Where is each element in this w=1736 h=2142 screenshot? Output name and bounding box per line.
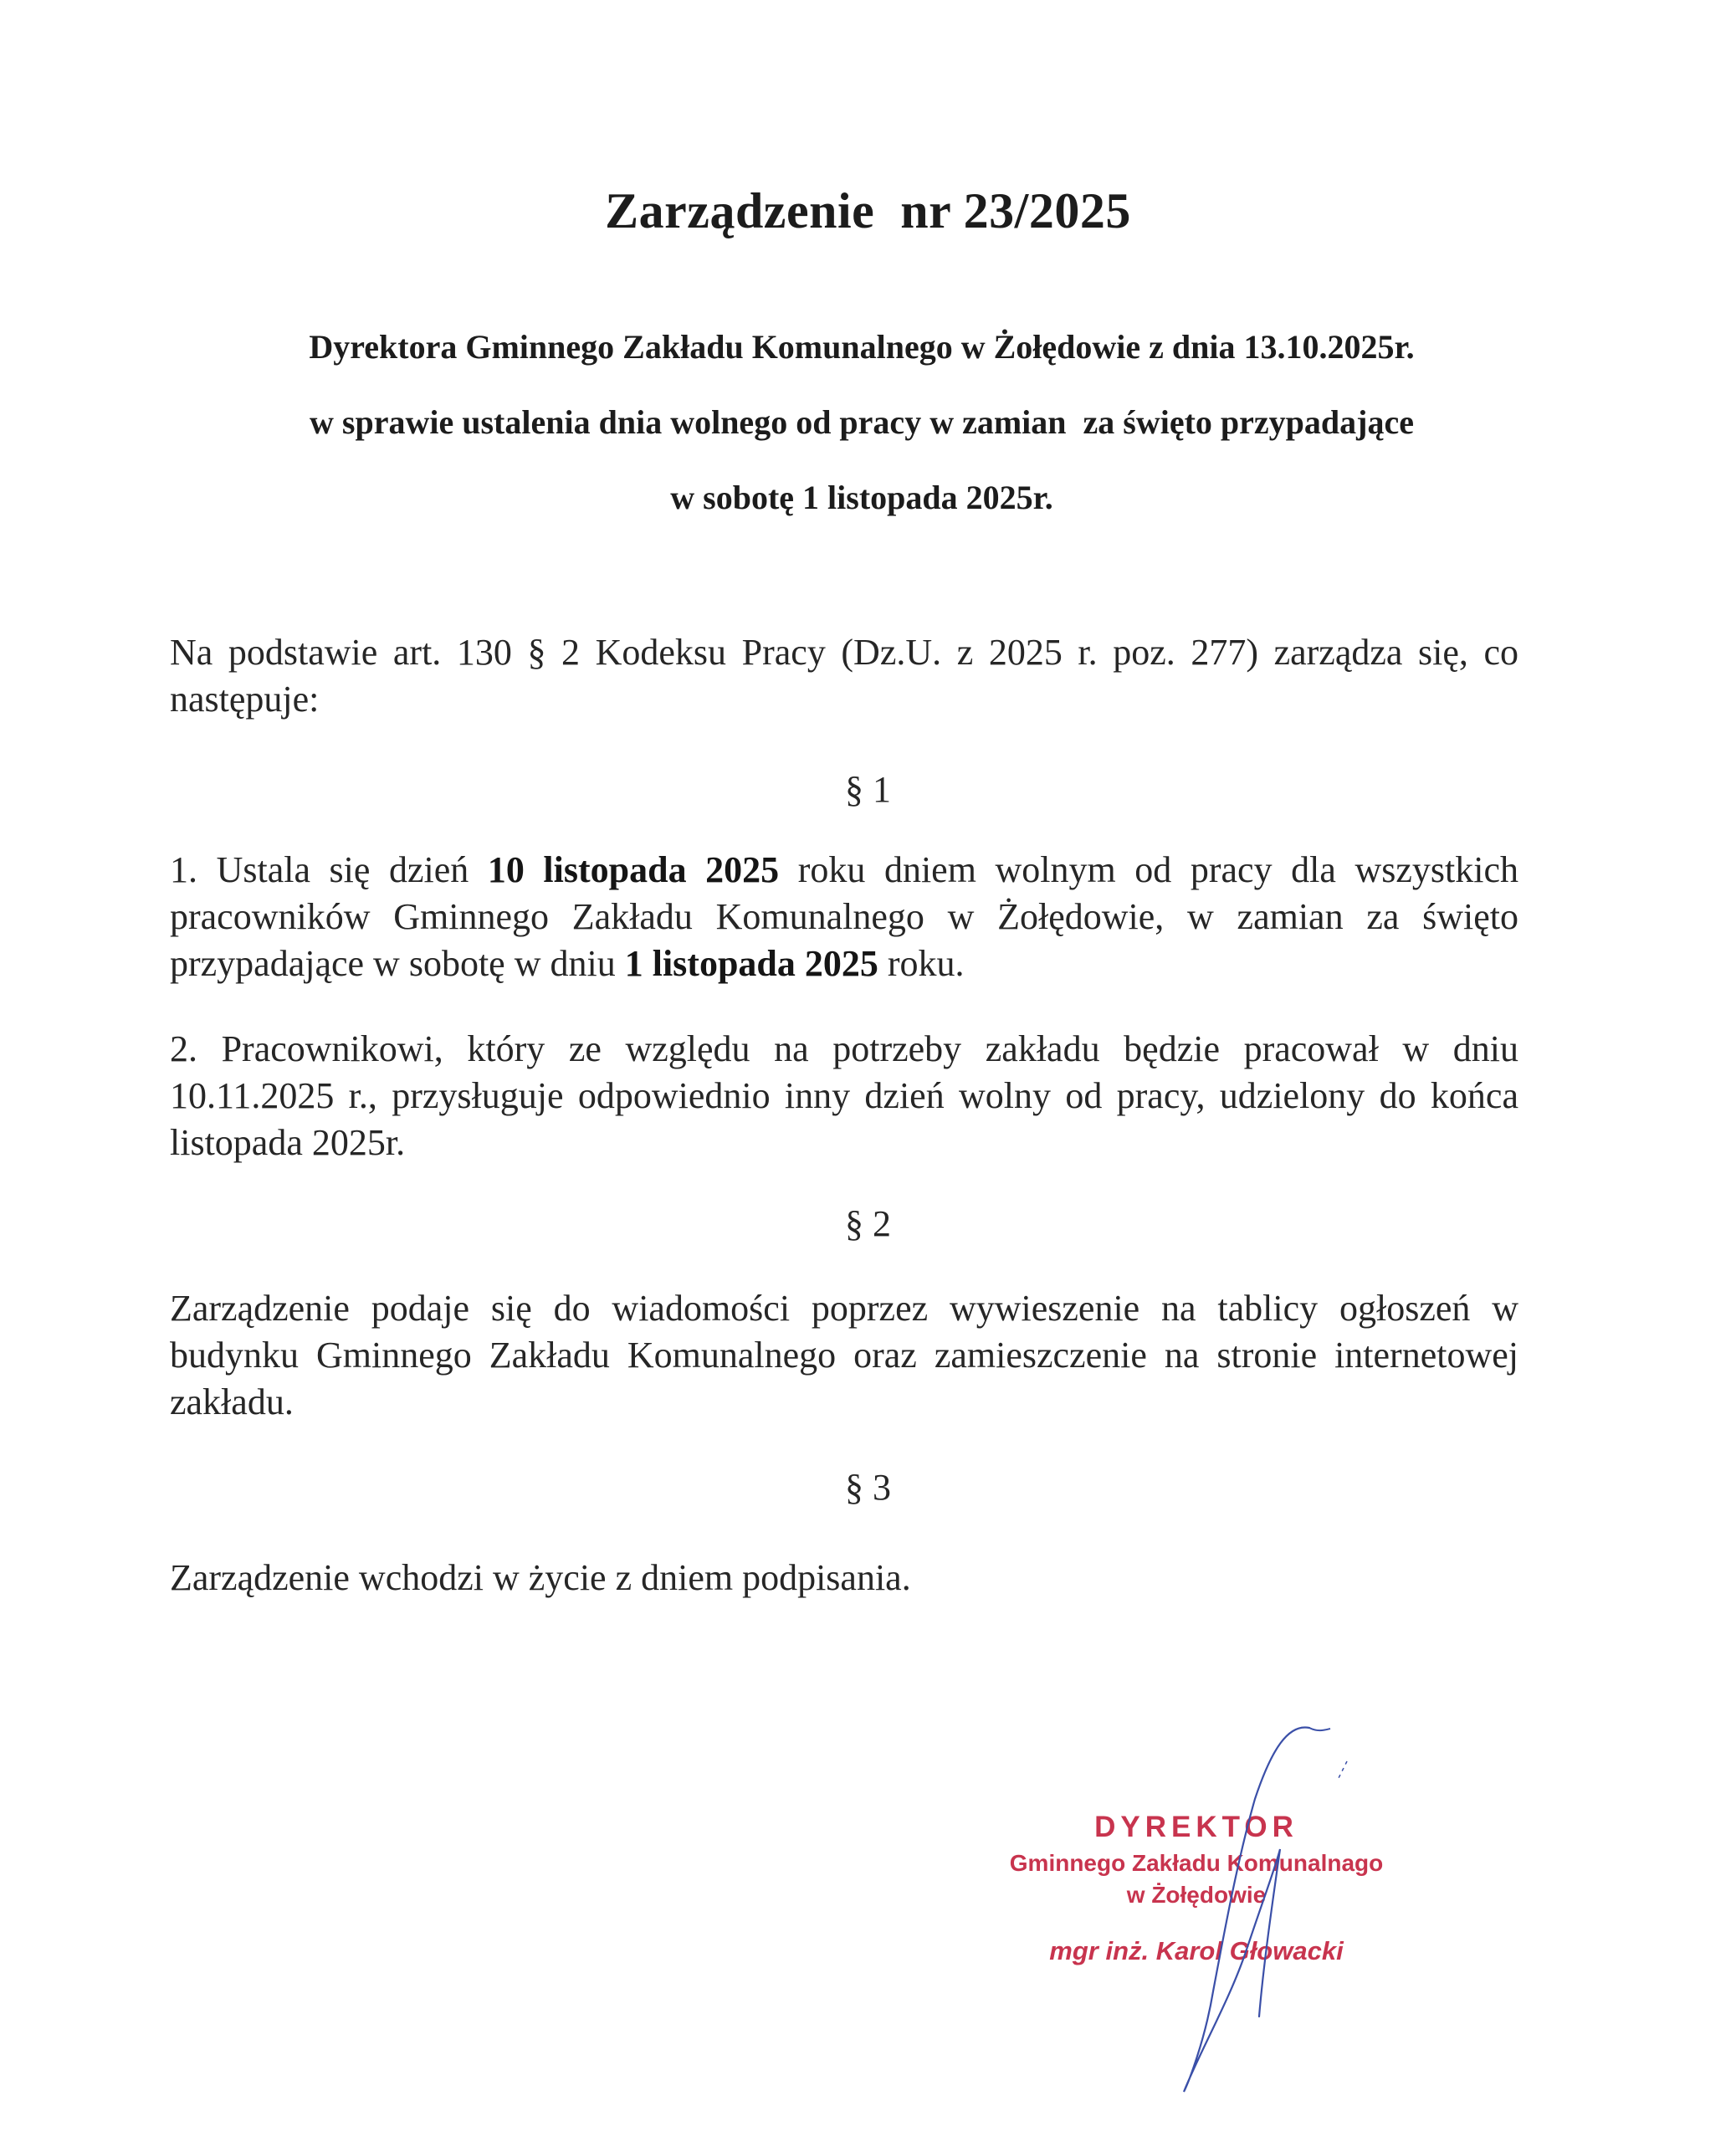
stamp-title: DYREKTOR — [1094, 1811, 1298, 1843]
signature-flourish — [1309, 1728, 1330, 1730]
section-1-point-1 — [170, 847, 1518, 987]
document-title — [0, 182, 1736, 240]
section-2-mark: § 2 — [845, 1203, 891, 1244]
s1p1-bold-date-1: 10 listopada 2025 — [487, 849, 780, 890]
section-1-point-2: 2. Pracownikowi, który ze względu na potrzeby zakładu będzie pracował w dniu 10.11.2025 r., przysługuje odpowiednio inny dzień wolny od pracy, udzielony do końca listopada 2025r. — [170, 1028, 1518, 1163]
s1p1-text-c: roku. — [878, 943, 965, 984]
stamp-location: w Żołędowie — [1126, 1882, 1267, 1908]
stamp-institution: Gminnego Zakładu Komunalnago — [1009, 1850, 1384, 1876]
s1p1-bold-date-2: 1 listopada 2025 — [624, 943, 878, 984]
section-1-mark: § 1 — [845, 769, 891, 810]
section-3-text: Zarządzenie wchodzi w życie z dniem podpisania. — [170, 1557, 911, 1598]
subtitle-line-2: w sprawie ustalenia dnia wolnego od pracy w zamian za święto przypadające — [310, 403, 1414, 441]
subtitle-line-1: Dyrektora Gminnego Zakładu Komunalnego w Żołędowie z dnia 13.10.2025r. — [309, 328, 1415, 366]
section-2-text: Zarządzenie podaje się do wiadomości poprzez wywieszenie na tablicy ogłoszeń w budynku Gminnego Zakładu Komunalnego oraz zamieszczenie na stronie internetowej zakładu. — [170, 1288, 1518, 1422]
subtitle-line-3: w sobotę 1 listopada 2025r. — [670, 479, 1053, 516]
s1p1-text-b: roku dniem wolnym od pracy dla wszystkich pracowników Gminnego Zakładu Komunalnego w Żołędowie, w zamian za święto przypadające w sobotę w dniu — [170, 849, 1518, 984]
signature-stroke — [1184, 1727, 1309, 2092]
title-text: Zarządzenie nr 23/2025 — [605, 183, 1131, 238]
signature-tick — [1339, 1761, 1347, 1778]
section-3-mark: § 3 — [845, 1467, 891, 1508]
stamp-director-name: mgr inż. Karol Głowacki — [1049, 1936, 1344, 1965]
intro-paragraph: Na podstawie art. 130 § 2 Kodeksu Pracy (Dz.U. z 2025 r. poz. 277) zarządza się, co następuje: — [170, 632, 1518, 720]
handwritten-signature — [1138, 1715, 1389, 2117]
document-subtitle — [167, 310, 1556, 536]
s1p1-text-a: 1. Ustala się dzień — [170, 849, 488, 890]
